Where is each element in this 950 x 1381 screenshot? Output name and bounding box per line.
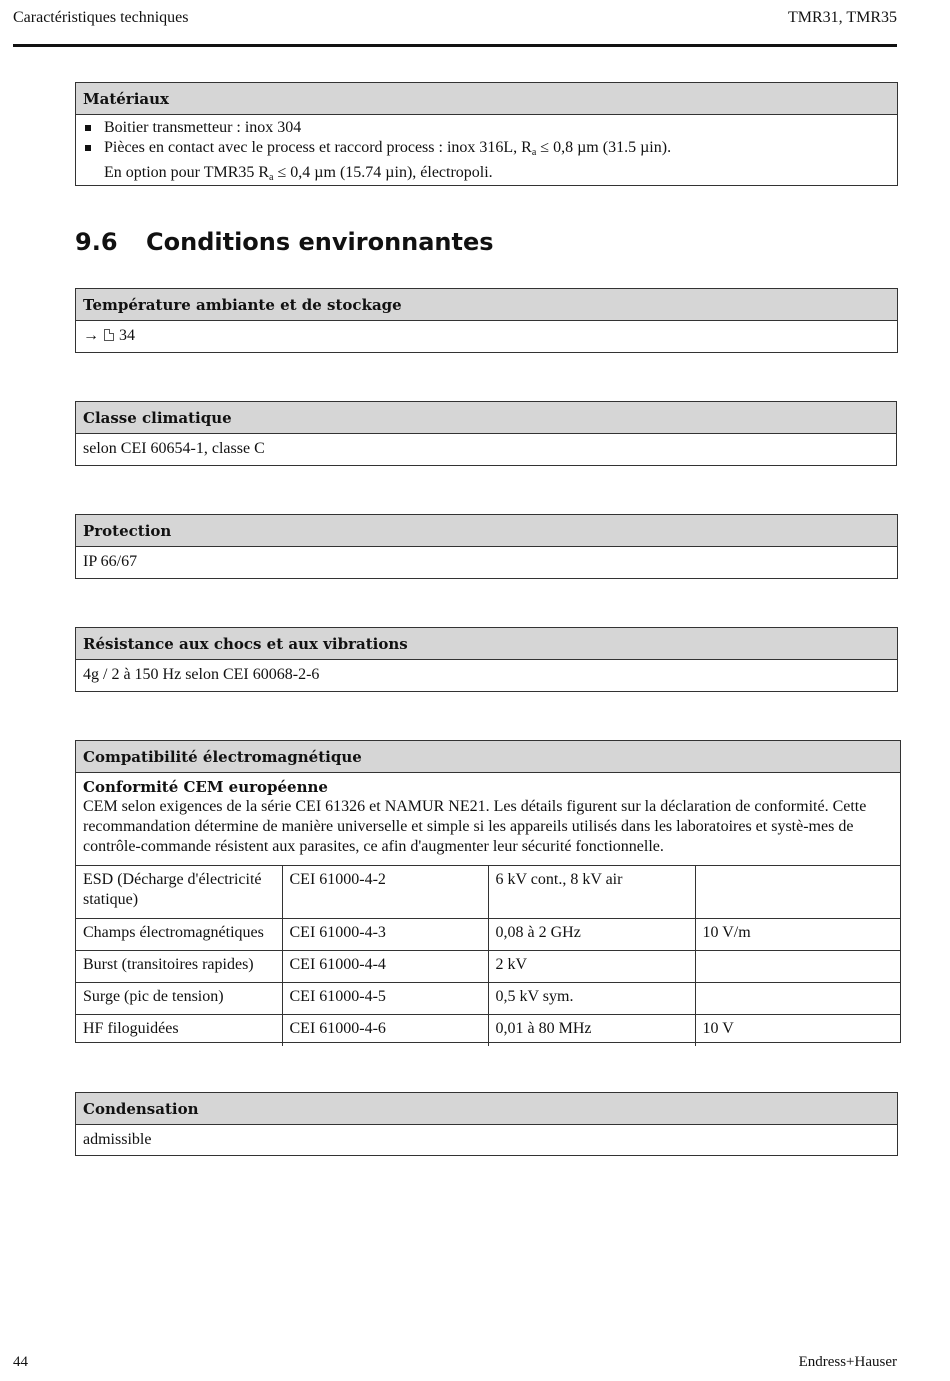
emc-standard: CEI 61000-4-3 bbox=[282, 918, 488, 950]
emc-standard: CEI 61000-4-4 bbox=[282, 950, 488, 982]
emc-criterion bbox=[695, 982, 900, 1014]
table-row bbox=[76, 982, 900, 1014]
running-header-product: TMR31, TMR35 bbox=[787, 9, 897, 26]
classe-value: selon CEI 60654-1, classe C bbox=[83, 440, 265, 457]
emc-text: CEM selon exigences de la série CEI 61326 et NAMUR NE21. Les détails figurent sur la déclaration de conformité. Cette recommandation détermine de manière universelle et simple si les appareils utilisés dans les laboratoires et systè-mes de contrôle-commande résistent aux parasites, ce afin d'augmenter leur sécurité fonctionnelle. bbox=[83, 798, 867, 855]
protection-value: IP 66/67 bbox=[83, 553, 138, 570]
emc-test-name: HF filoguidées bbox=[76, 1014, 282, 1046]
condensation-heading: Condensation bbox=[76, 1093, 897, 1125]
page-icon bbox=[104, 329, 114, 341]
table-row bbox=[76, 866, 900, 918]
emc-test-name: ESD (Décharge d'électricité statique) bbox=[76, 866, 282, 918]
condensation-box bbox=[75, 1092, 898, 1156]
condensation-value: admissible bbox=[83, 1131, 152, 1148]
temperature-heading: Température ambiante et de stockage bbox=[76, 289, 897, 321]
protection-heading: Protection bbox=[76, 515, 897, 547]
table-row bbox=[76, 950, 900, 982]
chocs-heading: Résistance aux chocs et aux vibrations bbox=[76, 628, 897, 660]
emc-test-name: Surge (pic de tension) bbox=[76, 982, 282, 1014]
classe-box bbox=[75, 401, 897, 466]
temperature-reference[interactable] bbox=[76, 321, 897, 352]
emc-criterion: 10 V bbox=[702, 1019, 734, 1037]
materiaux-item-wetted-parts: Pièces en contact avec le process et raccord process : inox 316L, $R_a \le 0,8$ µm (31.5 µin). En option pour TMR35 $R_a \le 0,4$ µm (15.74 µin), électropoli. bbox=[83, 138, 890, 188]
emc-heading: Compatibilité électromagnétique bbox=[76, 741, 900, 773]
emc-level: 0,01 à 80 MHz bbox=[488, 1014, 695, 1046]
emc-criterion bbox=[695, 950, 900, 982]
emc-standard: CEI 61000-4-2 bbox=[282, 866, 488, 918]
section-number: 9.6 bbox=[75, 228, 118, 256]
emc-level: 6 kV cont., 8 kV air bbox=[488, 866, 695, 918]
emc-test-name: Champs électromagnétiques bbox=[76, 918, 282, 950]
materiaux-list bbox=[83, 118, 890, 188]
running-header-title: Caractéristiques techniques bbox=[13, 9, 189, 26]
section-title bbox=[75, 226, 494, 258]
protection-box bbox=[75, 514, 898, 579]
emc-level: 0,08 à 2 GHz bbox=[488, 918, 695, 950]
emc-standard: CEI 61000-4-6 bbox=[282, 1014, 488, 1046]
emc-standard: CEI 61000-4-5 bbox=[282, 982, 488, 1014]
emc-table bbox=[76, 866, 900, 1046]
emc-test-name: Burst (transitoires rapides) bbox=[76, 950, 282, 982]
materiaux-item-housing: Boitier transmetteur : inox 304 bbox=[83, 118, 890, 138]
chocs-value: 4g / 2 à 150 Hz selon CEI 60068-2-6 bbox=[83, 666, 320, 683]
emc-criterion bbox=[695, 866, 900, 918]
emc-intro bbox=[76, 773, 900, 866]
emc-level: 0,5 kV sym. bbox=[488, 982, 695, 1014]
materiaux-heading: Matériaux bbox=[76, 83, 897, 115]
emc-subtitle: Conformité CEM européenne bbox=[83, 778, 328, 796]
table-row bbox=[76, 1014, 900, 1046]
emc-box bbox=[75, 740, 901, 1043]
table-row bbox=[76, 918, 900, 950]
materiaux-box bbox=[75, 82, 898, 186]
page-number: 44 bbox=[13, 1354, 28, 1370]
emc-criterion: 10 V/m bbox=[695, 918, 900, 950]
page-ref: 34 bbox=[119, 327, 135, 344]
temperature-box bbox=[75, 288, 898, 353]
classe-heading: Classe climatique bbox=[76, 402, 896, 434]
chocs-box bbox=[75, 627, 898, 692]
section-label: Conditions environnantes bbox=[146, 228, 494, 256]
emc-level: 2 kV bbox=[488, 950, 695, 982]
header-rule bbox=[13, 44, 897, 47]
arrow-right-icon: → bbox=[83, 327, 99, 344]
brand-footer: Endress+Hauser bbox=[798, 1354, 897, 1370]
